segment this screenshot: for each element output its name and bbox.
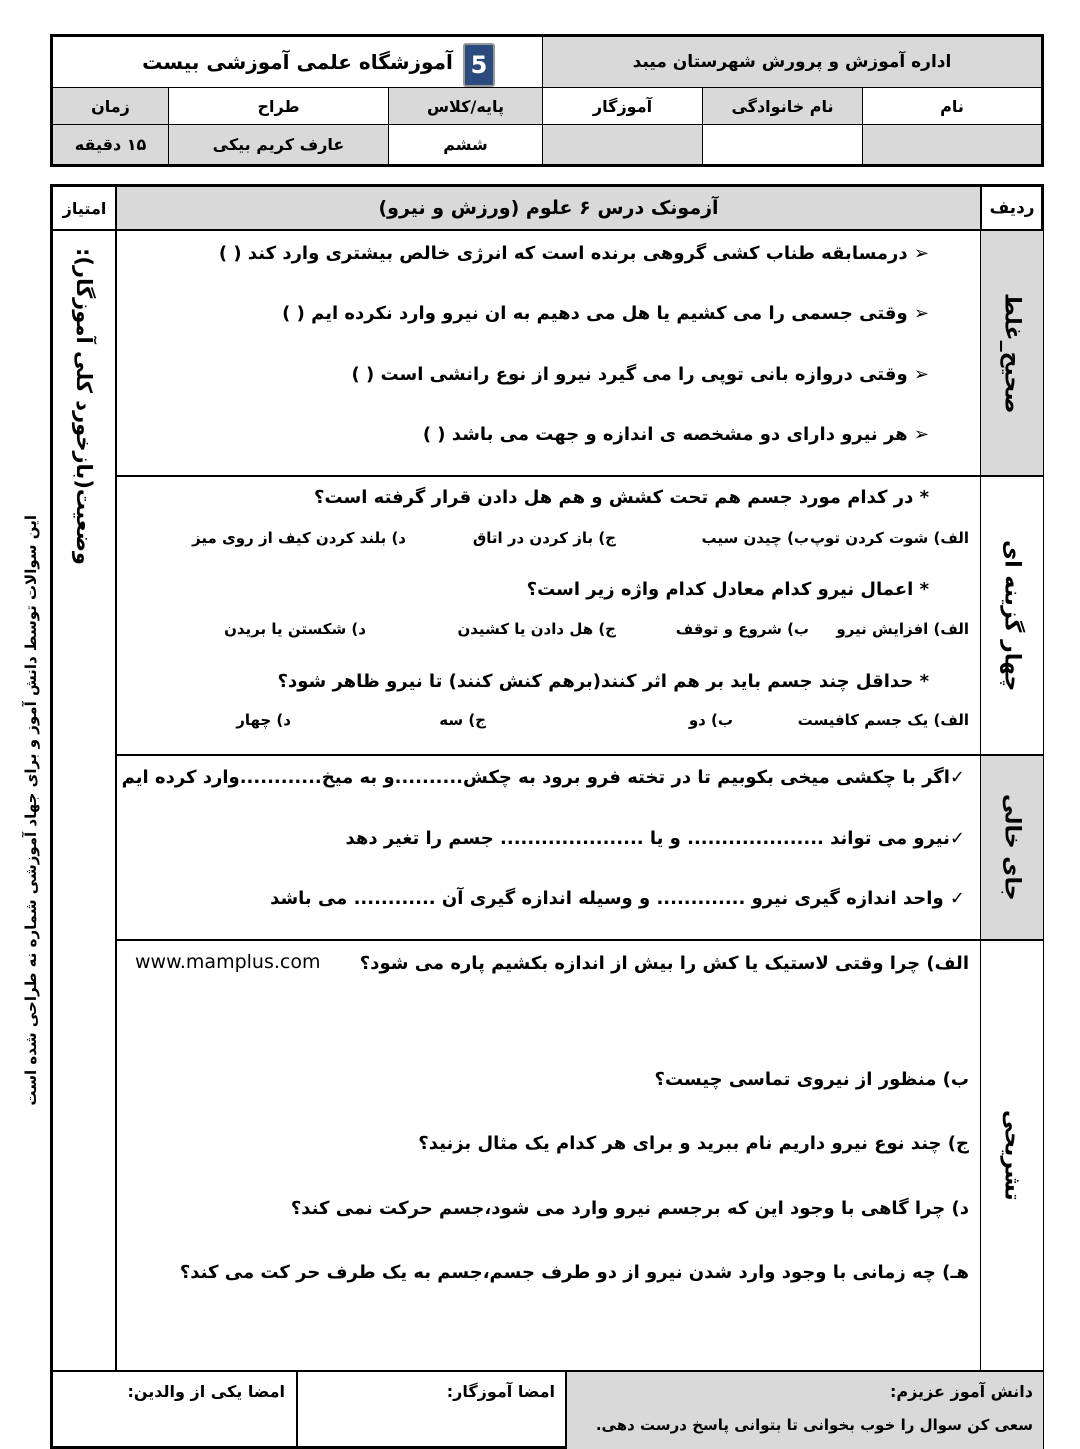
grade-value: ششم bbox=[388, 124, 542, 164]
school-name: آموزشگاه علمی آموزشی بیست bbox=[142, 50, 453, 74]
section-label-tf-text: صحیح_غلط bbox=[999, 292, 1025, 414]
section-label-desc bbox=[981, 941, 1043, 1370]
check-icon: ➢ bbox=[907, 243, 929, 264]
tf-text: هر نیرو دارای دو مشخصه ی اندازه و جهت می باشد ( ) bbox=[422, 424, 908, 445]
designer-label: طراح bbox=[168, 87, 388, 124]
time-value: ۱۵ دقیقه bbox=[53, 124, 168, 164]
teacher-label: آموزگار bbox=[542, 87, 702, 124]
fill-item bbox=[122, 767, 965, 788]
mc-question-text: حداقل چند جسم باید بر هم اثر کنند(برهم کنش کنند) تا نیرو ظاهر شود؟ bbox=[277, 671, 914, 692]
status-label-text: وضعیت(بازخورد کلی آموزگار): bbox=[72, 248, 96, 565]
name-label: نام bbox=[862, 87, 1041, 124]
exam-table bbox=[50, 184, 1044, 1449]
student-note-message: سعی کن سوال را خوب بخوانی تا بتوانی پاسخ درست دهی. bbox=[595, 1416, 1033, 1434]
section-label-mc-text: چهار گزینه ای bbox=[999, 539, 1025, 692]
name-value[interactable] bbox=[862, 124, 1041, 164]
mc-option[interactable]: ج) سه bbox=[439, 711, 486, 729]
family-label: نام خانوادگی bbox=[702, 87, 862, 124]
grade-label: پایه/کلاس bbox=[388, 87, 542, 124]
office-cell bbox=[542, 37, 1041, 87]
logo-number: 5 bbox=[470, 51, 488, 79]
section-label-mc bbox=[981, 477, 1043, 754]
office-name: اداره آموزش و پرورش شهرستان میبد bbox=[632, 52, 952, 72]
section-label-desc-text: تشریحی bbox=[999, 1110, 1025, 1201]
family-value[interactable] bbox=[702, 124, 862, 164]
fill-text: نیرو می تواند .................... و یا ..................... جسم را تغیر دهد bbox=[345, 828, 950, 849]
parent-signature[interactable]: امضا یکی از والدین: bbox=[127, 1382, 285, 1401]
divider bbox=[296, 1370, 298, 1449]
mc-question bbox=[314, 487, 929, 508]
divider bbox=[565, 1370, 567, 1449]
section-label-fill bbox=[981, 756, 1043, 939]
mc-option[interactable]: ج) باز کردن در اتاق bbox=[472, 529, 616, 547]
logo-icon bbox=[463, 43, 495, 87]
desc-question: الف) چرا وقتی لاستیک یا کش را بیش از اندازه بکشیم پاره می شود؟ bbox=[359, 953, 969, 974]
star-icon: * bbox=[913, 487, 929, 508]
divider bbox=[53, 229, 1043, 231]
check-icon: ➢ bbox=[907, 364, 929, 385]
time-label: زمان bbox=[53, 87, 168, 124]
tf-text: وقتی جسمی را می کشیم یا هل می دهیم به ان نیرو وارد نکرده ایم ( ) bbox=[282, 303, 908, 324]
mc-option[interactable]: الف) یک جسم کافیست bbox=[797, 711, 969, 729]
side-note bbox=[18, 514, 44, 1106]
desc-question: هـ) چه زمانی با وجود وارد شدن نیرو از دو طرف جسم،جسم به یک طرف حر کت می کند؟ bbox=[179, 1262, 969, 1283]
section-label-tf bbox=[981, 231, 1043, 475]
mc-question-text: اعمال نیرو کدام معادل کدام واژه زیر است؟ bbox=[526, 579, 914, 600]
desc-question: ج) چند نوع نیرو داریم نام ببرید و برای هر کدام یک مثال بزنید؟ bbox=[418, 1133, 969, 1154]
mc-option[interactable]: الف) شوت کردن توپ bbox=[809, 529, 969, 547]
mc-option[interactable]: ب) دو bbox=[688, 711, 733, 729]
side-note-text: این سوالات توسط دانش آموز و برای جهاد آموزشی شماره نه طراحی شده است bbox=[22, 514, 40, 1106]
mc-option[interactable]: ب) چیدن سیب bbox=[701, 529, 809, 547]
designer-value: عارف کریم بیکی bbox=[168, 124, 388, 164]
exam-title: آزمونک درس ۶ علوم (ورزش و نیرو) bbox=[378, 197, 719, 219]
status-label bbox=[59, 235, 109, 565]
mc-option[interactable]: ب) شروع و توقف bbox=[675, 620, 809, 638]
mc-option[interactable]: الف) افزایش نیرو bbox=[836, 620, 969, 638]
check-icon: ✓ bbox=[949, 828, 965, 849]
mc-option[interactable]: ج) هل دادن یا کشیدن bbox=[457, 620, 616, 638]
mc-question-text: در کدام مورد جسم هم تحت کشش و هم هل دادن قرار گرفته است؟ bbox=[314, 487, 914, 508]
check-icon: ➢ bbox=[907, 303, 929, 324]
tf-item bbox=[282, 303, 929, 324]
mc-question bbox=[278, 671, 929, 692]
tf-item bbox=[423, 424, 929, 445]
fill-text: واحد اندازه گیری نیرو ............. و وسیله اندازه گیری آن ............ می باشد bbox=[270, 888, 944, 909]
student-note-title: دانش آموز عزیزم: bbox=[889, 1382, 1033, 1401]
tf-text: درمسابقه طناب کشی گروهی برنده است که انرژی خالص بیشتری وارد کند ( ) bbox=[218, 243, 908, 264]
fill-item bbox=[345, 828, 965, 849]
tf-item bbox=[219, 243, 929, 264]
fill-text: اگر با چکشی میخی بکوبیم تا در تخته فرو برود به چکش..........و به میخ............وارد کرده ایم bbox=[121, 767, 950, 788]
fill-item bbox=[270, 888, 965, 909]
star-icon: * bbox=[913, 579, 929, 600]
divider bbox=[116, 754, 1043, 756]
teacher-value[interactable] bbox=[542, 124, 702, 164]
mc-question bbox=[527, 579, 929, 600]
check-icon: ✓ bbox=[943, 888, 965, 909]
star-icon: * bbox=[913, 671, 929, 692]
score-header: امتیاز bbox=[62, 198, 107, 218]
divider bbox=[116, 939, 1043, 941]
check-icon: ✓ bbox=[949, 767, 965, 788]
mc-option[interactable]: د) بلند کردن کیف از روی میز bbox=[192, 529, 406, 547]
check-icon: ➢ bbox=[907, 424, 929, 445]
row-header: ردیف bbox=[989, 198, 1035, 218]
tf-text: وقتی دروازه بانی توپی را می گیرد نیرو از نوع رانشی است ( ) bbox=[351, 364, 908, 385]
desc-question: د) چرا گاهی با وجود این که برجسم نیرو وارد می شود،جسم حرکت نمی کند؟ bbox=[290, 1198, 969, 1219]
header-table bbox=[50, 34, 1044, 167]
mc-option[interactable]: د) چهار bbox=[236, 711, 291, 729]
desc-question: ب) منظور از نیروی تماسی چیست؟ bbox=[654, 1069, 969, 1090]
teacher-signature[interactable]: امضا آموزگار: bbox=[446, 1382, 555, 1401]
divider bbox=[115, 187, 117, 1370]
mc-option[interactable]: د) شکستن یا بریدن bbox=[224, 620, 366, 638]
tf-item bbox=[351, 364, 929, 385]
divider bbox=[116, 475, 1043, 477]
website-text: www.mamplus.com bbox=[135, 951, 321, 973]
section-label-fill-text: جای خالی bbox=[999, 794, 1025, 901]
